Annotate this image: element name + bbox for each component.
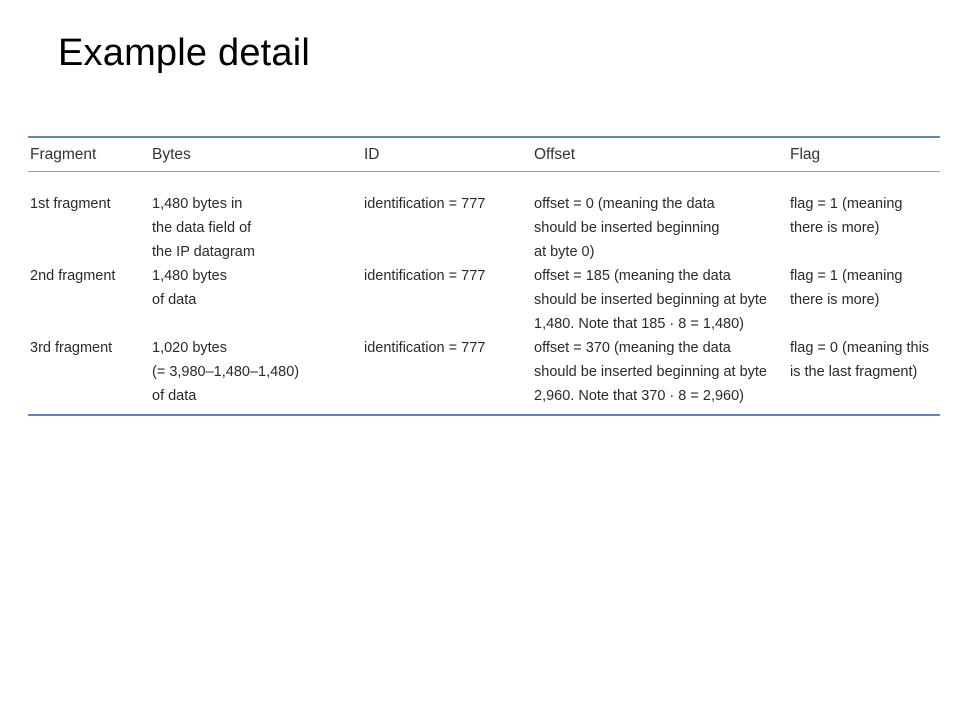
header-bytes: Bytes xyxy=(152,146,191,163)
fragment-table xyxy=(28,138,940,414)
table-row xyxy=(28,172,940,264)
cell-flag: flag = 1 (meaning there is more) xyxy=(790,196,903,236)
cell-offset: offset = 0 (meaning the data should be inserted beginning at byte 0) xyxy=(534,196,720,260)
cell-id: identification = 777 xyxy=(364,196,486,212)
table-bottom-rule xyxy=(28,414,940,416)
cell-id: identification = 777 xyxy=(364,268,486,284)
cell-flag: flag = 0 (meaning this is the last fragment) xyxy=(790,340,930,380)
cell-fragment: 1st fragment xyxy=(30,196,111,212)
cell-fragment: 2nd fragment xyxy=(30,268,116,284)
header-offset: Offset xyxy=(534,146,576,163)
cell-bytes: 1,480 bytes in the data field of the IP datagram xyxy=(152,196,255,260)
table-row xyxy=(28,336,940,414)
cell-id: identification = 777 xyxy=(364,340,486,356)
cell-offset: offset = 370 (meaning the data should be inserted beginning at byte 2,960. Note that 370 · 8 = 2,960) xyxy=(534,340,767,404)
table-row xyxy=(28,264,940,336)
header-fragment: Fragment xyxy=(30,146,97,163)
table-header-row xyxy=(28,138,940,171)
cell-offset: offset = 185 (meaning the data should be inserted beginning at byte 1,480. Note that 185 · 8 = 1,480) xyxy=(534,268,767,332)
cell-fragment: 3rd fragment xyxy=(30,340,113,356)
cell-bytes: 1,480 bytes of data xyxy=(152,268,227,308)
fragment-table-container xyxy=(28,136,940,416)
header-id: ID xyxy=(364,146,380,163)
slide-title: Example detail xyxy=(58,32,311,74)
cell-flag: flag = 1 (meaning there is more) xyxy=(790,268,903,308)
header-flag: Flag xyxy=(790,146,821,163)
cell-bytes: 1,020 bytes (= 3,980–1,480–1,480) of data xyxy=(152,340,300,404)
